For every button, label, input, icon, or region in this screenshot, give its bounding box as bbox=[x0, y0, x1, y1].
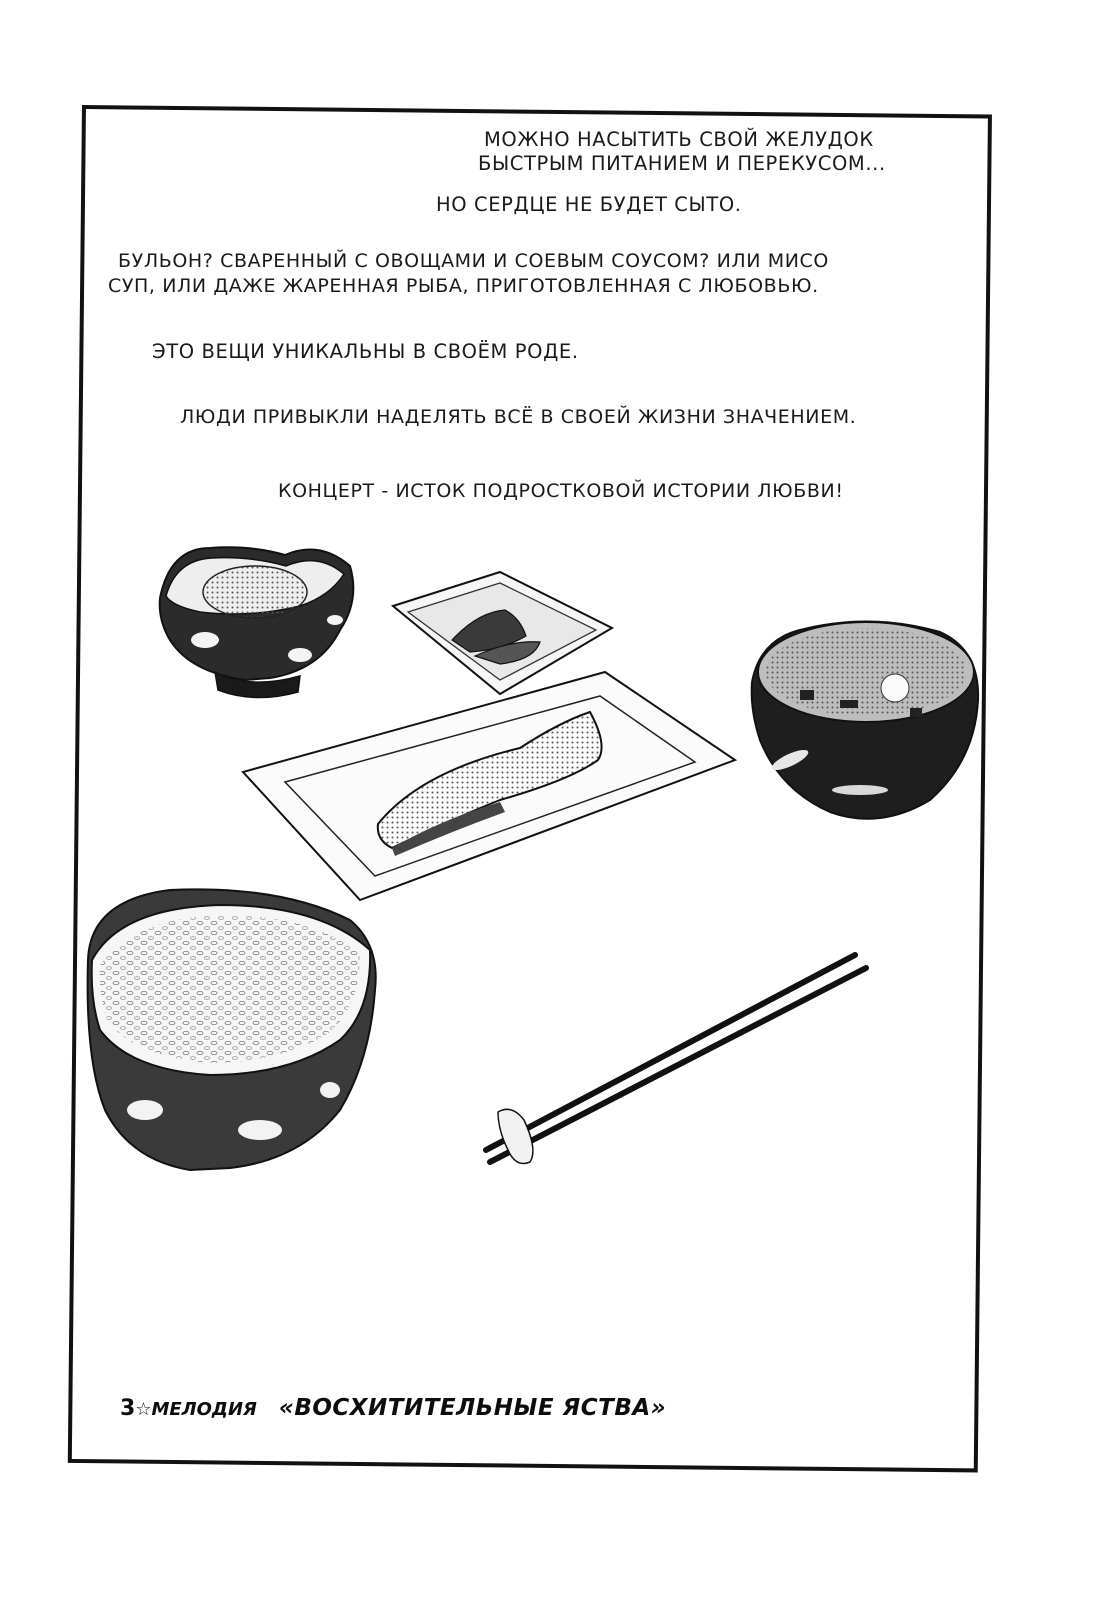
miso-soup-bowl bbox=[752, 621, 978, 818]
narration-line-7: ЛЮДИ ПРИВЫКЛИ НАДЕЛЯТЬ ВСЁ В СВОЕЙ ЖИЗНИ ЗНАЧЕНИЕМ. bbox=[180, 406, 857, 428]
chapter-heading bbox=[120, 1395, 666, 1421]
narration-line-3: НО СЕРДЦЕ НЕ БУДЕТ СЫТО. bbox=[436, 193, 742, 216]
side-dish-bowl bbox=[160, 547, 354, 697]
grilled-fish-plate bbox=[243, 672, 735, 900]
narration-line-4: БУЛЬОН? СВАРЕННЫЙ С ОВОЩАМИ И СОЕВЫМ СОУСОМ? ИЛИ МИСО bbox=[118, 250, 829, 272]
star-icon: ☆ bbox=[135, 1399, 152, 1420]
narration-line-8: КОНЦЕРТ - ИСТОК ПОДРОСТКОВОЙ ИСТОРИИ ЛЮБВИ! bbox=[278, 480, 844, 502]
narration-line-6: ЭТО ВЕЩИ УНИКАЛЬНЫ В СВОЁМ РОДЕ. bbox=[152, 340, 579, 363]
rice-bowl bbox=[88, 889, 376, 1170]
chapter-title: «ВОСХИТИТЕЛЬНЫЕ ЯСТВА» bbox=[278, 1395, 667, 1421]
narration-line-1: МОЖНО НАСЫТИТЬ СВОЙ ЖЕЛУДОК bbox=[484, 128, 874, 151]
narration-line-5: СУП, ИЛИ ДАЖЕ ЖАРЕННАЯ РЫБА, ПРИГОТОВЛЕННАЯ С ЛЮБОВЬЮ. bbox=[108, 275, 819, 297]
chopsticks bbox=[486, 955, 866, 1164]
chapter-label: МЕЛОДИЯ bbox=[151, 1399, 257, 1420]
narration-line-2: БЫСТРЫМ ПИТАНИЕМ И ПЕРЕКУСОМ... bbox=[478, 152, 886, 175]
pickle-dish bbox=[393, 572, 612, 694]
chapter-number: 3 bbox=[120, 1396, 136, 1421]
